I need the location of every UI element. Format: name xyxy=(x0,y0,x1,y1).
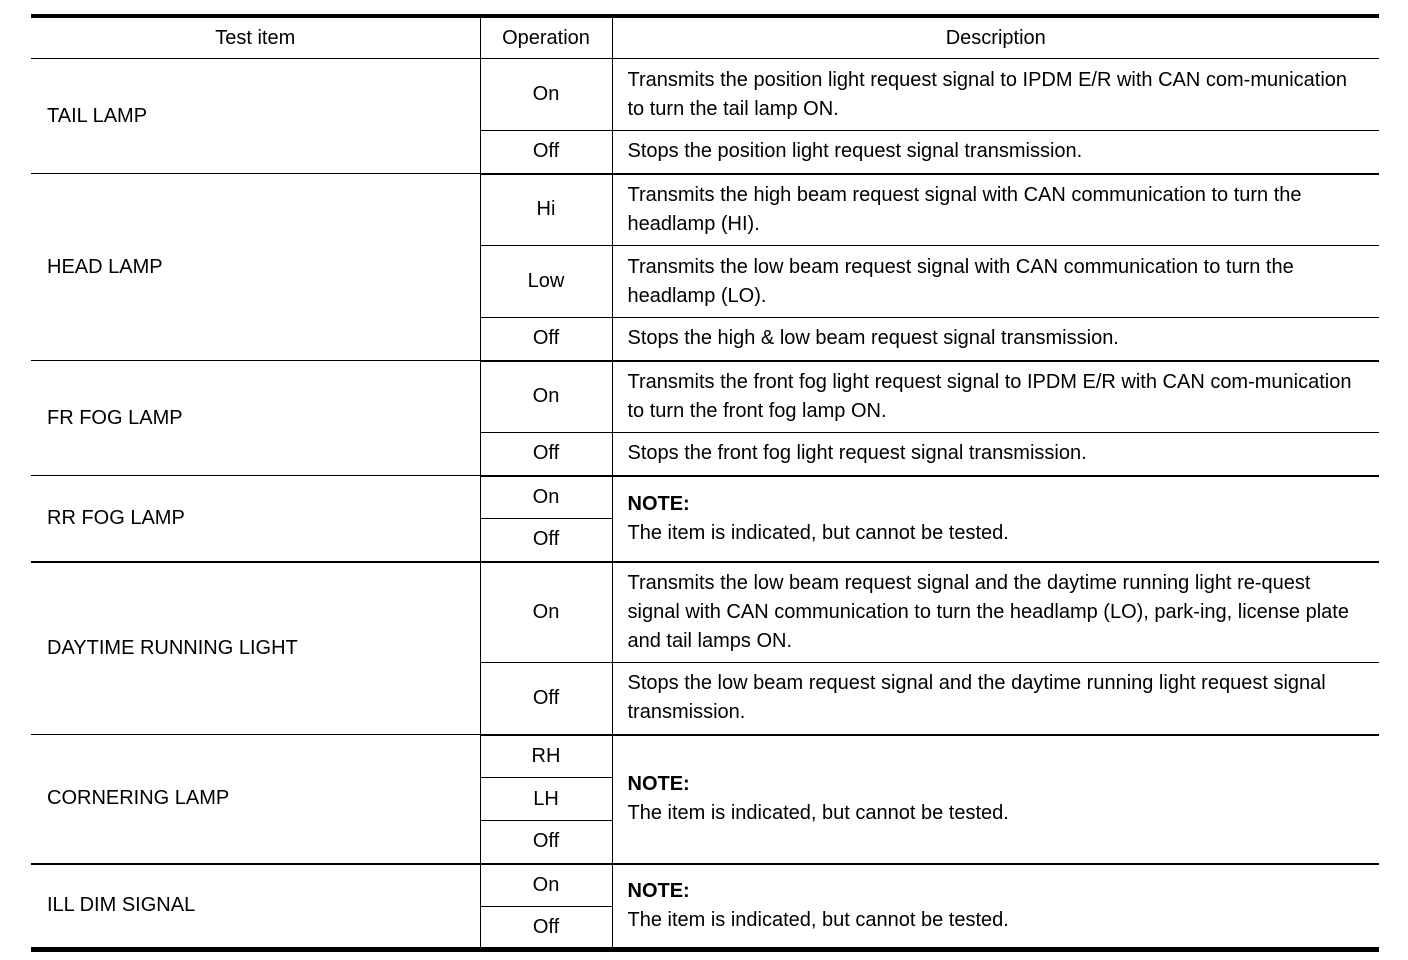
note-label: NOTE: xyxy=(627,879,690,902)
table-row xyxy=(31,735,1379,778)
op-rr-fog-lamp-on: On xyxy=(480,476,612,519)
item-rr-fog-lamp: RR FOG LAMP xyxy=(31,476,480,562)
desc-fr-fog-lamp-off: Stops the front fog light request signal transmission. xyxy=(612,433,1379,476)
op-head-lamp-low: Low xyxy=(480,246,612,318)
op-cornering-rh: RH xyxy=(480,735,612,778)
header-row xyxy=(31,16,1379,59)
desc-head-lamp-off: Stops the high & low beam request signal transmission. xyxy=(612,318,1379,361)
desc-head-lamp-hi: Transmits the high beam request signal with CAN communication to turn the headlamp (HI). xyxy=(612,174,1379,246)
note-text: The item is indicated, but cannot be tested. xyxy=(627,908,1009,931)
header-operation: Operation xyxy=(480,16,612,59)
table-row xyxy=(31,864,1379,907)
desc-tail-lamp-off: Stops the position light request signal transmission. xyxy=(612,131,1379,174)
note-label: NOTE: xyxy=(627,492,690,515)
desc-tail-lamp-on: Transmits the position light request signal to IPDM E/R with CAN com-munication to turn the tail lamp ON. xyxy=(612,59,1379,131)
item-daytime-running-light: DAYTIME RUNNING LIGHT xyxy=(31,562,480,735)
op-fr-fog-lamp-off: Off xyxy=(480,433,612,476)
header-description: Description xyxy=(612,16,1379,59)
op-ill-dim-on: On xyxy=(480,864,612,907)
op-head-lamp-off: Off xyxy=(480,318,612,361)
note-rr-fog-lamp xyxy=(612,476,1379,562)
op-tail-lamp-off: Off xyxy=(480,131,612,174)
op-cornering-off: Off xyxy=(480,821,612,864)
op-head-lamp-hi: Hi xyxy=(480,174,612,246)
test-item-table xyxy=(31,14,1379,952)
table-row xyxy=(31,562,1379,663)
desc-fr-fog-lamp-on: Transmits the front fog light request signal to IPDM E/R with CAN com-munication to turn the front fog lamp ON. xyxy=(612,361,1379,433)
op-rr-fog-lamp-off: Off xyxy=(480,519,612,562)
op-cornering-lh: LH xyxy=(480,778,612,821)
desc-drl-on: Transmits the low beam request signal and the daytime running light re-quest signal with CAN communication to turn the headlamp (LO), park-ing, license plate and tail lamps ON. xyxy=(612,562,1379,663)
note-cornering-lamp xyxy=(612,735,1379,864)
op-fr-fog-lamp-on: On xyxy=(480,361,612,433)
table-row xyxy=(31,476,1379,519)
table-row xyxy=(31,361,1379,433)
item-cornering-lamp: CORNERING LAMP xyxy=(31,735,480,864)
note-ill-dim-signal xyxy=(612,864,1379,950)
note-label: NOTE: xyxy=(627,773,690,795)
table-row xyxy=(31,174,1379,246)
item-tail-lamp: TAIL LAMP xyxy=(31,59,480,174)
note-text: The item is indicated, but cannot be tested. xyxy=(627,802,1009,824)
item-fr-fog-lamp: FR FOG LAMP xyxy=(31,361,480,476)
item-head-lamp: HEAD LAMP xyxy=(31,174,480,361)
desc-head-lamp-low: Transmits the low beam request signal with CAN communication to turn the headlamp (LO). xyxy=(612,246,1379,318)
op-drl-off: Off xyxy=(480,663,612,735)
op-ill-dim-off: Off xyxy=(480,907,612,950)
table-row xyxy=(31,59,1379,131)
op-tail-lamp-on: On xyxy=(480,59,612,131)
op-drl-on: On xyxy=(480,562,612,663)
note-text: The item is indicated, but cannot be tested. xyxy=(627,521,1009,544)
desc-drl-off: Stops the low beam request signal and the daytime running light request signal transmission. xyxy=(612,663,1379,735)
item-ill-dim-signal: ILL DIM SIGNAL xyxy=(31,864,480,950)
header-test-item: Test item xyxy=(31,16,480,59)
